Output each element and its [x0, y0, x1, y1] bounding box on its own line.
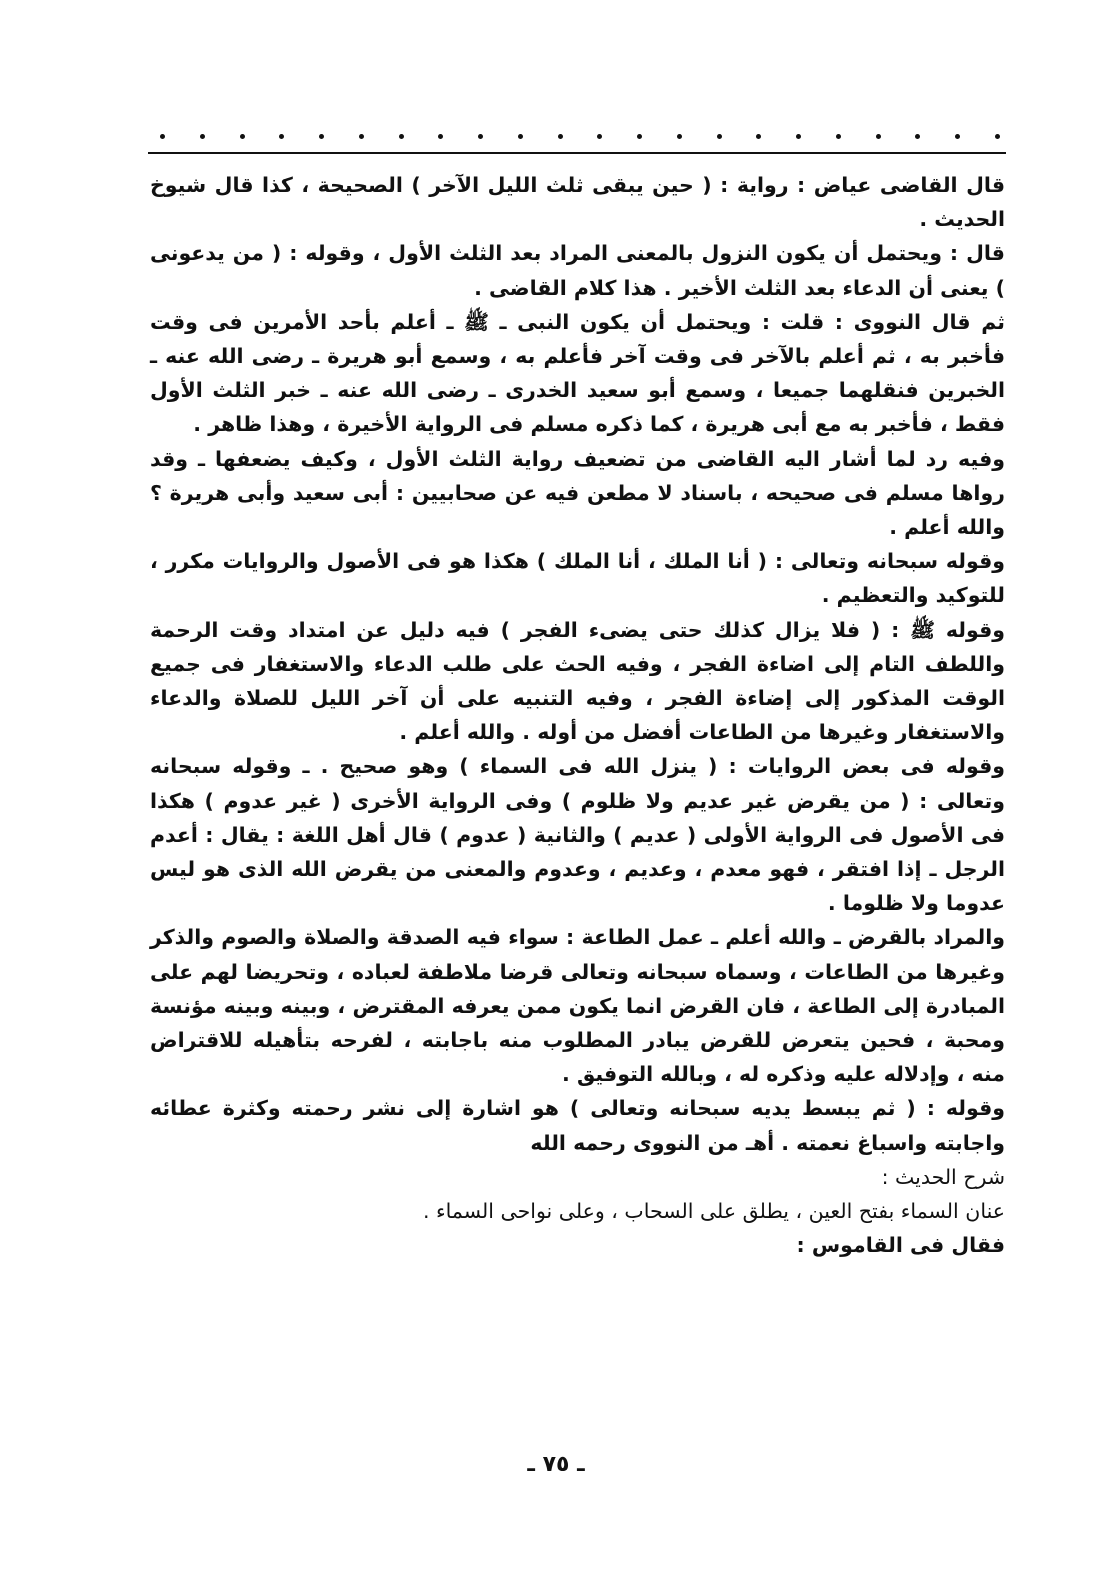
paragraph-nawawi: ثم قال النووى : قلت : ويحتمل أن يكون النبى ـ ﷺ ـ أعلم بأحد الأمرين فى وقت فأخبر به ، ثم أعلم بالآخر فى وقت آخر فأعلم به ، وسمع أبو هريرة ـ رضى الله عنه ـ الخبرين فنقلهما جميعا ، وسمع أبو سعيد الخدرى ـ رضى الله عنه ـ خبر الثلث الأول فقط ، فأخبر به مع أبى هريرة ، كما ذكره مسلم فى الرواية الأخيرة ، وهذا ظاهر .: [150, 309, 1005, 437]
section-heading-sharh: شرح الحديث :: [881, 1164, 1005, 1189]
paragraph-qamus: فقال فى القاموس :: [796, 1233, 1005, 1258]
paragraph-fajr: وقوله ﷺ : ( فلا يزال كذلك حتى يضىء الفجر ) فيه دليل عن امتداد وقت الرحمة واللطف التام إلى اضاءة الفجر ، وفيه الحث على طلب الدعاء والاستغفار فى جميع الوقت المذكور إلى إضاءة الفجر ، وفيه التنبيه على أن آخر الليل للصلاة والدعاء والاستغفار وغيرها من الطاعات أفضل من أوله . والله أعلم .: [150, 617, 1005, 745]
paragraph-radd: وفيه رد لما أشار اليه القاضى من تضعيف رواية الثلث الأول ، وكيف يضعفها ـ وقد رواها مسلم فى صحيحه ، باسناد لا مطعن فيه عن صحابيين : أبى سعيد وأبى هريرة ؟ والله أعلم .: [150, 446, 1005, 540]
paragraph-riwayat: وقوله فى بعض الروايات : ( ينزل الله فى السماء ) وهو صحيح . ـ وقوله سبحانه وتعالى : ( من يقرض غير عديم ولا ظلوم ) وفى الرواية الأخرى ( غير عدوم ) هكذا فى الأصول فى الرواية الأولى ( عديم ) والثانية ( عدوم ) قال أهل اللغة : يقال : أعدم الرجل ـ إذا افتقر ، فهو معدم ، وعديم ، وعدوم والمعنى من يقرض الله الذى هو ليس عدوما ولا ظلوما .: [150, 754, 1005, 916]
page-number: ـ ٧٥ ـ: [527, 1452, 585, 1477]
paragraph-qadi-iyad: قال القاضى عياض : رواية : ( حين يبقى ثلث الليل الآخر ) الصحيحة ، كذا قال شيوخ الحديث .: [150, 173, 1005, 232]
paragraph-yabsut: وقوله : ( ثم يبسط يديه سبحانه وتعالى ) هو اشارة إلى نشر رحمته وكثرة عطائه واجابته واسباغ نعمته . أهـ من النووى رحمه الله: [150, 1096, 1005, 1155]
header-rule: [148, 152, 1006, 154]
page-body: [150, 168, 1005, 1263]
paragraph-qard: والمراد بالقرض ـ والله أعلم ـ عمل الطاعة : سواء فيه الصدقة والصلاة والصوم والذكر وغيرها من الطاعات ، وسماه سبحانه وتعالى قرضا ملاطفة لعباده ، وتحريضا لهم على المبادرة إلى الطاعة ، فان القرض انما يكون ممن يعرفه المقترض ، وبينه وبينه مؤنسة ومحبة ، فحين يتعرض للقرض يبادر المطلوب منه باجابته ، لفرحه بتأهيله للاقتراض منه ، وإدلاله عليه وذكره له ، وبالله التوفيق .: [150, 925, 1005, 1087]
paragraph-ana-al-malik: وقوله سبحانه وتعالى : ( أنا الملك ، أنا الملك ) هكذا هو فى الأصول والروايات مكرر ، للتوكيد والتعظيم .: [150, 549, 1005, 608]
header-dot-ornament: [160, 130, 1000, 142]
paragraph-nuzul: قال : ويحتمل أن يكون النزول بالمعنى المراد بعد الثلث الأول ، وقوله : ( من يدعونى ) يعنى أن الدعاء بعد الثلث الأخير . هذا كلام القاضى .: [150, 241, 1005, 300]
paragraph-anan: عنان السماء بفتح العين ، يطلق على السحاب ، وعلى نواحى السماء .: [423, 1199, 1005, 1224]
